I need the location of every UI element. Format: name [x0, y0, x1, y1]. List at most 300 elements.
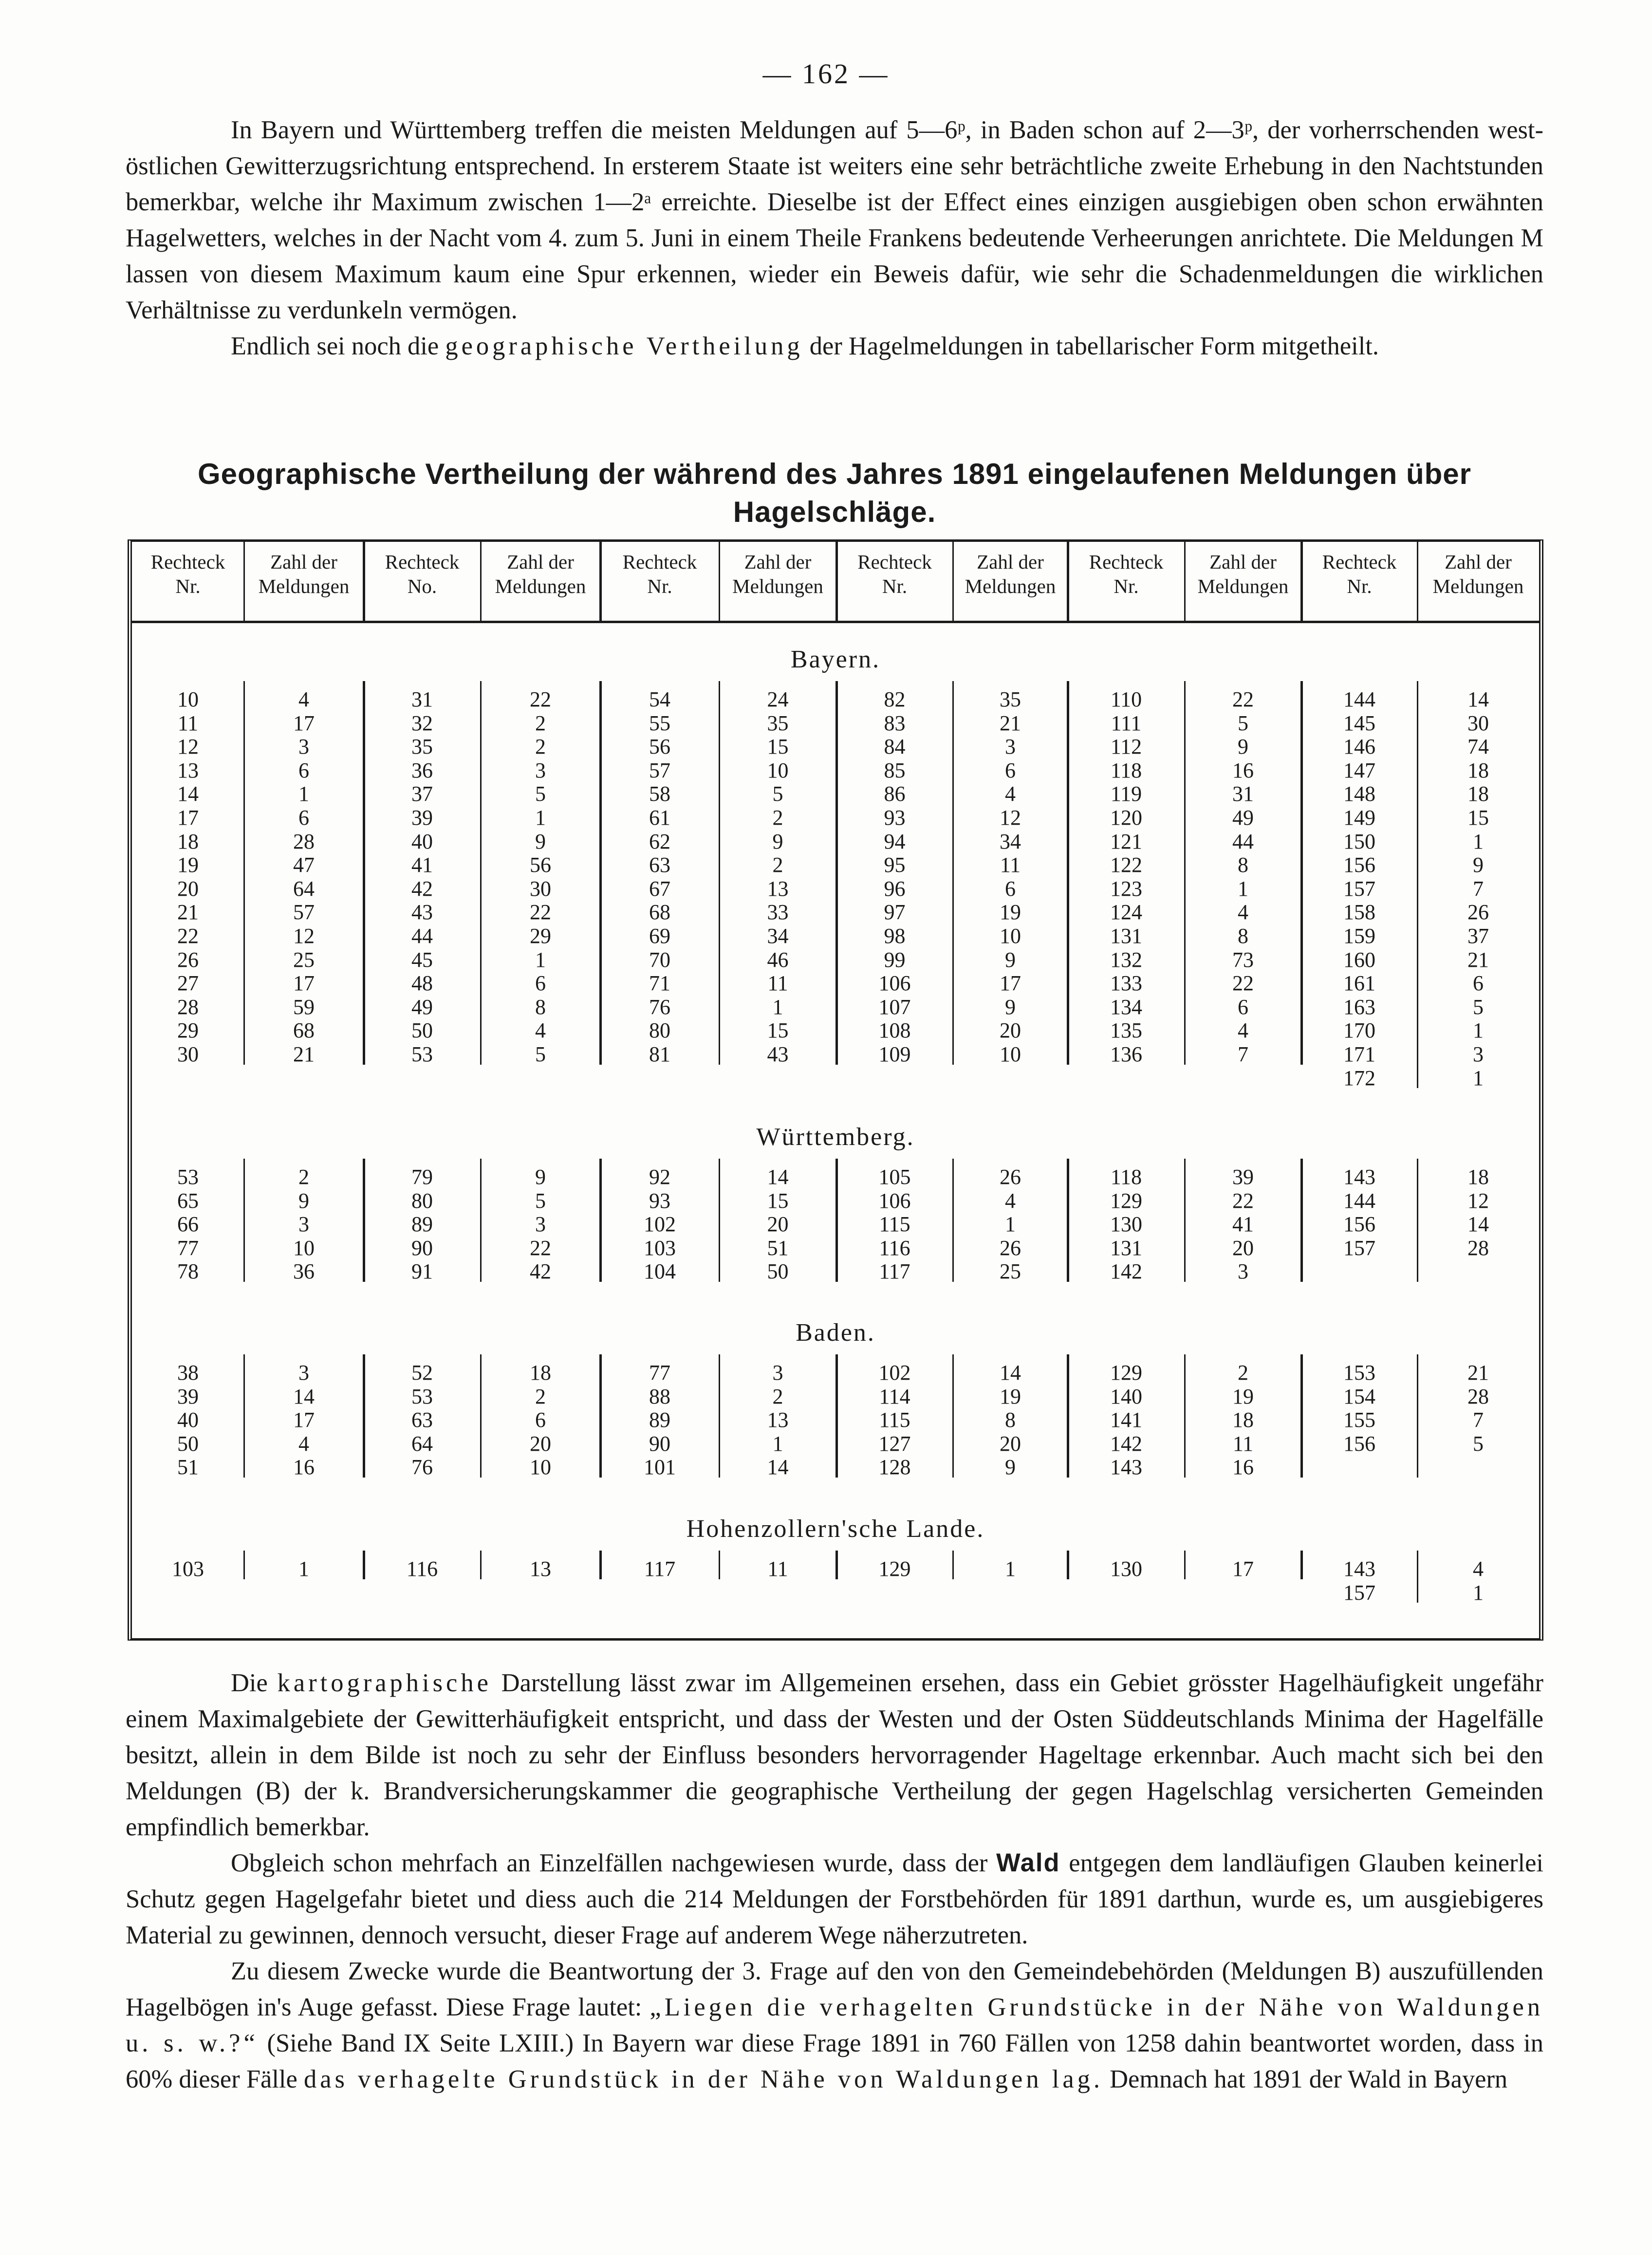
report-count-cell: 8	[1238, 853, 1248, 877]
intro-p2-text-c: der Hagelmeldungen in tabellarischer Form mitgetheilt.	[809, 332, 1379, 360]
report-count-cell: 34	[1000, 829, 1021, 853]
column-header-line-1: Rechteck	[1089, 551, 1164, 573]
column-header-line-1: Zahl der	[1445, 551, 1512, 573]
report-count-cell: 17	[293, 1408, 315, 1432]
header-column-divider	[1067, 542, 1069, 621]
report-count-cell: 2	[535, 735, 546, 759]
rechteck-number-cell: 146	[1343, 735, 1375, 759]
rechteck-number-cell: 130	[1110, 1212, 1142, 1237]
report-count-cell: 17	[293, 711, 315, 735]
report-count-cell: 18	[1232, 1408, 1254, 1432]
report-count-cell: 15	[1467, 806, 1489, 830]
report-count-cell: 39	[1232, 1165, 1254, 1189]
report-count-cell: 22	[530, 1236, 551, 1260]
report-count-cell: 1	[1005, 1557, 1016, 1581]
report-count-cell: 11	[1232, 1431, 1254, 1456]
report-count-cell: 22	[1232, 687, 1254, 711]
column-header-1	[132, 550, 244, 598]
rechteck-number-cell: 14	[177, 782, 199, 806]
body-column-divider	[363, 681, 365, 1065]
rechteck-number-cell: 144	[1343, 1188, 1375, 1213]
report-count-cell: 1	[1005, 1212, 1016, 1237]
report-count-cell: 9	[298, 1188, 309, 1213]
rechteck-number-cell: 40	[411, 829, 433, 853]
report-count-cell: 4	[1238, 1018, 1248, 1043]
report-count-cell: 15	[767, 735, 789, 759]
body-column-divider	[952, 1354, 954, 1478]
outro-p1-emphasis: kartographische	[277, 1669, 492, 1697]
body-column-divider	[243, 681, 245, 1065]
rechteck-number-cell: 115	[879, 1212, 910, 1237]
rechteck-number-cell: 57	[649, 758, 670, 782]
rechteck-number-cell: 77	[177, 1236, 199, 1260]
body-column-divider	[835, 1551, 838, 1579]
report-count-cell: 4	[535, 1018, 546, 1043]
column-header-line-2: Nr.	[1347, 575, 1372, 597]
report-count-cell: 4	[298, 1431, 309, 1456]
column-header-6	[719, 550, 836, 598]
rechteck-number-cell: 61	[649, 806, 670, 830]
body-column-divider	[1067, 1159, 1069, 1282]
report-count-cell: 46	[767, 947, 789, 972]
rechteck-number-cell: 129	[1110, 1188, 1142, 1213]
report-count-cell: 1	[1473, 829, 1484, 853]
rechteck-number-cell: 18	[177, 829, 199, 853]
column-header-line-2: Nr.	[647, 575, 672, 597]
rechteck-number-cell: 54	[649, 687, 670, 711]
report-count-cell: 6	[298, 758, 309, 782]
report-count-cell: 9	[1238, 735, 1248, 759]
rechteck-number-cell: 171	[1343, 1042, 1375, 1066]
report-count-cell: 64	[293, 876, 315, 901]
rechteck-number-cell: 19	[177, 853, 199, 877]
report-count-cell: 5	[1238, 711, 1248, 735]
rechteck-number-cell: 172	[1343, 1066, 1375, 1090]
report-count-cell: 3	[298, 735, 309, 759]
body-column-divider	[835, 1159, 838, 1282]
column-header-line-2: Meldungen	[258, 575, 350, 597]
rechteck-number-cell: 122	[1110, 853, 1142, 877]
report-count-cell: 68	[293, 1018, 315, 1043]
rechteck-number-cell: 150	[1343, 829, 1375, 853]
report-count-cell: 14	[1467, 687, 1489, 711]
report-count-cell: 6	[1005, 876, 1016, 901]
rechteck-number-cell: 39	[177, 1384, 199, 1408]
group-title: Hohenzollern'sche Lande.	[686, 1515, 985, 1543]
column-header-line-2: Nr.	[1114, 575, 1139, 597]
rechteck-number-cell: 38	[177, 1361, 199, 1385]
report-count-cell: 20	[767, 1212, 789, 1237]
column-header-line-1: Zahl der	[744, 551, 812, 573]
rechteck-number-cell: 55	[649, 711, 670, 735]
rechteck-number-cell: 145	[1343, 711, 1375, 735]
report-count-cell: 14	[293, 1384, 315, 1408]
rechteck-number-cell: 102	[878, 1361, 911, 1385]
rechteck-number-cell: 85	[884, 758, 906, 782]
report-count-cell: 74	[1467, 735, 1489, 759]
column-header-line-1: Rechteck	[150, 551, 225, 573]
body-column-divider	[1417, 1354, 1418, 1478]
rechteck-number-cell: 96	[884, 876, 906, 901]
report-count-cell: 17	[1232, 1557, 1254, 1581]
rechteck-number-cell: 114	[879, 1384, 910, 1408]
report-count-cell: 21	[293, 1042, 315, 1066]
rechteck-number-cell: 148	[1343, 782, 1375, 806]
rechteck-number-cell: 67	[649, 876, 670, 901]
report-count-cell: 18	[1467, 1165, 1489, 1189]
column-header-12	[1417, 550, 1539, 598]
rechteck-number-cell: 124	[1110, 900, 1142, 924]
rechteck-number-cell: 159	[1343, 924, 1375, 948]
rechteck-number-cell: 163	[1343, 995, 1375, 1019]
report-count-cell: 73	[1232, 947, 1254, 972]
rechteck-number-cell: 42	[411, 876, 433, 901]
rechteck-number-cell: 93	[649, 1188, 670, 1213]
body-column-divider	[480, 1159, 482, 1282]
rechteck-number-cell: 53	[411, 1042, 433, 1066]
column-header-line-2: No.	[407, 575, 437, 597]
rechteck-number-cell: 50	[177, 1431, 199, 1456]
report-count-cell: 20	[1232, 1236, 1254, 1260]
rechteck-number-cell: 90	[411, 1236, 433, 1260]
body-column-divider	[1417, 681, 1418, 1088]
report-count-cell: 26	[1000, 1236, 1021, 1260]
report-count-cell: 24	[767, 687, 789, 711]
body-column-divider	[243, 1354, 245, 1478]
report-count-cell: 9	[1005, 1455, 1016, 1479]
header-column-divider	[835, 542, 838, 621]
rechteck-number-cell: 130	[1110, 1557, 1142, 1581]
report-count-cell: 16	[1232, 758, 1254, 782]
body-column-divider	[719, 1354, 720, 1478]
report-count-cell: 10	[530, 1455, 551, 1479]
header-column-divider	[480, 542, 482, 621]
rechteck-number-cell: 92	[649, 1165, 670, 1189]
report-count-cell: 19	[1000, 900, 1021, 924]
report-count-cell: 22	[530, 687, 551, 711]
report-count-cell: 3	[1005, 735, 1016, 759]
body-column-divider	[835, 681, 838, 1065]
rechteck-number-cell: 80	[411, 1188, 433, 1213]
rechteck-number-cell: 153	[1343, 1361, 1375, 1385]
rechteck-number-cell: 79	[411, 1165, 433, 1189]
report-count-cell: 17	[293, 971, 315, 996]
rechteck-number-cell: 70	[649, 947, 670, 972]
report-count-cell: 19	[1232, 1384, 1254, 1408]
report-count-cell: 4	[1238, 900, 1248, 924]
report-count-cell: 20	[1000, 1018, 1021, 1043]
report-count-cell: 31	[1232, 782, 1254, 806]
rechteck-number-cell: 115	[879, 1408, 910, 1432]
rechteck-number-cell: 108	[878, 1018, 911, 1043]
report-count-cell: 10	[293, 1236, 315, 1260]
rechteck-number-cell: 120	[1110, 806, 1142, 830]
report-count-cell: 56	[530, 853, 551, 877]
report-count-cell: 33	[767, 900, 789, 924]
report-count-cell: 12	[1000, 806, 1021, 830]
rechteck-number-cell: 155	[1343, 1408, 1375, 1432]
outro-paragraph-2	[126, 1845, 1543, 1953]
report-count-cell: 12	[1467, 1188, 1489, 1213]
report-count-cell: 1	[298, 1557, 309, 1581]
report-count-cell: 7	[1473, 876, 1484, 901]
report-count-cell: 1	[1238, 876, 1248, 901]
rechteck-number-cell: 105	[878, 1165, 911, 1189]
report-count-cell: 5	[535, 782, 546, 806]
rechteck-number-cell: 103	[644, 1236, 676, 1260]
report-count-cell: 20	[1000, 1431, 1021, 1456]
rechteck-number-cell: 156	[1343, 1431, 1375, 1456]
rechteck-number-cell: 37	[411, 782, 433, 806]
report-count-cell: 28	[293, 829, 315, 853]
rechteck-number-cell: 89	[411, 1212, 433, 1237]
report-count-cell: 59	[293, 995, 315, 1019]
report-count-cell: 26	[1000, 1165, 1021, 1189]
report-count-cell: 13	[767, 876, 789, 901]
rechteck-number-cell: 158	[1343, 900, 1375, 924]
rechteck-number-cell: 11	[177, 711, 199, 735]
outro-p3-emphasis: das verhagelte Grundstück in der Nähe von Waldungen lag.	[303, 2065, 1103, 2093]
report-count-cell: 25	[1000, 1259, 1021, 1284]
outro-paragraph-1	[126, 1665, 1543, 1845]
report-count-cell: 5	[535, 1042, 546, 1066]
column-header-line-1: Zahl der	[977, 551, 1044, 573]
report-count-cell: 21	[1467, 947, 1489, 972]
rechteck-number-cell: 56	[649, 735, 670, 759]
body-column-divider	[952, 681, 954, 1065]
rechteck-number-cell: 143	[1343, 1165, 1375, 1189]
rechteck-number-cell: 104	[644, 1259, 676, 1284]
header-column-divider	[363, 542, 365, 621]
rechteck-number-cell: 76	[649, 995, 670, 1019]
rechteck-number-cell: 53	[411, 1384, 433, 1408]
report-count-cell: 9	[535, 1165, 546, 1189]
body-column-divider	[835, 1354, 838, 1478]
rechteck-number-cell: 41	[411, 853, 433, 877]
outro-p3-quote: „Liegen die verhagelten Grundstücke in der Nähe von Waldungen u. s. w.?“	[126, 1993, 1544, 2057]
outro-p2-emphasis: Wald	[996, 1848, 1060, 1877]
rechteck-number-cell: 106	[878, 1188, 911, 1213]
body-column-divider	[1067, 1551, 1069, 1579]
rechteck-number-cell: 142	[1110, 1431, 1142, 1456]
body-column-divider	[719, 1159, 720, 1282]
report-count-cell: 8	[535, 995, 546, 1019]
report-count-cell: 15	[767, 1018, 789, 1043]
report-count-cell: 1	[535, 947, 546, 972]
report-count-cell: 1	[1473, 1066, 1484, 1090]
report-count-cell: 2	[772, 806, 783, 830]
rechteck-number-cell: 149	[1343, 806, 1375, 830]
rechteck-number-cell: 40	[177, 1408, 199, 1432]
report-count-cell: 28	[1467, 1384, 1489, 1408]
report-count-cell: 9	[1005, 947, 1016, 972]
rechteck-number-cell: 31	[411, 687, 433, 711]
body-column-divider	[480, 1551, 482, 1579]
rechteck-number-cell: 129	[878, 1557, 911, 1581]
report-count-cell: 44	[1232, 829, 1254, 853]
report-count-cell: 11	[767, 971, 788, 996]
body-column-divider	[243, 1159, 245, 1282]
rechteck-number-cell: 103	[172, 1557, 204, 1581]
report-count-cell: 19	[1000, 1384, 1021, 1408]
body-column-divider	[952, 1551, 954, 1579]
rechteck-number-cell: 12	[177, 735, 199, 759]
report-count-cell: 9	[772, 829, 783, 853]
rechteck-number-cell: 117	[879, 1259, 910, 1284]
rechteck-number-cell: 52	[411, 1361, 433, 1385]
rechteck-number-cell: 50	[411, 1018, 433, 1043]
report-count-cell: 7	[1473, 1408, 1484, 1432]
report-count-cell: 17	[1000, 971, 1021, 996]
rechteck-number-cell: 28	[177, 995, 199, 1019]
rechteck-number-cell: 68	[649, 900, 670, 924]
rechteck-number-cell: 106	[878, 971, 911, 996]
outro-paragraph-3	[126, 1953, 1543, 2097]
column-header-line-2: Meldungen	[1432, 575, 1524, 597]
body-column-divider	[243, 1551, 245, 1579]
report-count-cell: 28	[1467, 1236, 1489, 1260]
report-count-cell: 2	[535, 711, 546, 735]
rechteck-number-cell: 82	[884, 687, 906, 711]
rechteck-number-cell: 36	[411, 758, 433, 782]
column-header-line-1: Zahl der	[507, 551, 574, 573]
rechteck-number-cell: 160	[1343, 947, 1375, 972]
report-count-cell: 49	[1232, 806, 1254, 830]
report-count-cell: 6	[298, 806, 309, 830]
report-count-cell: 5	[772, 782, 783, 806]
body-column-divider	[1300, 1159, 1303, 1282]
rechteck-number-cell: 170	[1343, 1018, 1375, 1043]
column-header-line-1: Zahl der	[270, 551, 337, 573]
header-column-divider	[599, 542, 602, 621]
rechteck-number-cell: 66	[177, 1212, 199, 1237]
report-count-cell: 4	[1473, 1557, 1484, 1581]
body-column-divider	[363, 1551, 365, 1579]
rechteck-number-cell: 65	[177, 1188, 199, 1213]
report-count-cell: 5	[1473, 995, 1484, 1019]
report-count-cell: 1	[535, 806, 546, 830]
rechteck-number-cell: 30	[177, 1042, 199, 1066]
body-column-divider	[480, 1354, 482, 1478]
body-column-divider	[1417, 1159, 1418, 1282]
rechteck-number-cell: 81	[649, 1042, 670, 1066]
rechteck-number-cell: 116	[879, 1236, 910, 1260]
report-count-cell: 20	[530, 1431, 551, 1456]
report-count-cell: 35	[1000, 687, 1021, 711]
report-count-cell: 51	[767, 1236, 789, 1260]
report-count-cell: 29	[530, 924, 551, 948]
report-count-cell: 25	[293, 947, 315, 972]
rechteck-number-cell: 13	[177, 758, 199, 782]
page-number: — 162 —	[762, 58, 890, 90]
outro-p1-text-a: Die	[231, 1669, 268, 1697]
rechteck-number-cell: 29	[177, 1018, 199, 1043]
report-count-cell: 3	[772, 1361, 783, 1385]
rechteck-number-cell: 77	[649, 1361, 670, 1385]
rechteck-number-cell: 107	[878, 995, 911, 1019]
report-count-cell: 11	[1000, 853, 1021, 877]
report-count-cell: 43	[767, 1042, 789, 1066]
rechteck-number-cell: 141	[1110, 1408, 1142, 1432]
column-header-8	[953, 550, 1068, 598]
report-count-cell: 7	[1238, 1042, 1248, 1066]
rechteck-number-cell: 133	[1110, 971, 1142, 996]
body-column-divider	[1300, 681, 1303, 1065]
report-count-cell: 5	[535, 1188, 546, 1213]
intro-paragraph-1: In Bayern und Württemberg treffen die meisten Meldungen auf 5—6ᵖ, in Baden schon auf 2—3ᵖ, der vorherrschenden west-östlichen Gewitterzugsrichtung entsprechend. In ersterem Staate ist weiters eine sehr beträchtliche zweite Erhebung in den Nachtstunden bemerkbar, welche ihr Maximum zwischen 1—2ᵃ erreichte. Dieselbe ist der Effect eines einzigen ausgiebigen oben schon erwähnten Hagelwetters, welches in der Nacht vom 4. zum 5. Juni in einem Theile Frankens bedeutende Verheerungen anrichtete. Die Meldungen M lassen von diesem Maximum kaum eine Spur erkennen, wieder ein Beweis dafür, wie sehr die Schadenmeldungen die wirklichen Verhältnisse zu verdunkeln vermögen.	[126, 116, 1543, 324]
report-count-cell: 12	[293, 924, 315, 948]
rechteck-number-cell: 135	[1110, 1018, 1142, 1043]
report-count-cell: 57	[293, 900, 315, 924]
report-count-cell: 47	[293, 853, 315, 877]
report-count-cell: 1	[1473, 1018, 1484, 1043]
rechteck-number-cell: 58	[649, 782, 670, 806]
rechteck-number-cell: 143	[1343, 1557, 1375, 1581]
outro-p1-text-c: Darstellung lässt zwar im Allgemeinen ersehen, dass ein Gebiet grösster Hagelhäufigkeit ungefähr einem Maximalgebiete der Gewitterhäufigkeit entspricht, und dass der Westen und der Osten Süddeutschlands Minima der Hagelfälle besitzt, allein in dem Bilde ist noch zu sehr der Einfluss besonders hervorragender Hageltage erkennbar. Auch macht sich bei den Meldungen (B) der k. Brandversicherungskammer die geographische Vertheilung der gegen Hagelschlag versicherten Gemeinden empfindlich bemerkbar.	[126, 1669, 1544, 1841]
rechteck-number-cell: 156	[1343, 1212, 1375, 1237]
table-header	[132, 542, 1539, 623]
report-count-cell: 3	[1238, 1259, 1248, 1284]
column-header-line-1: Rechteck	[857, 551, 932, 573]
report-count-cell: 14	[767, 1165, 789, 1189]
rechteck-number-cell: 32	[411, 711, 433, 735]
intro-p2-emphasis: geographische Vertheilung	[445, 332, 803, 360]
body-column-divider	[1067, 681, 1069, 1065]
header-column-divider	[1300, 542, 1303, 621]
rechteck-number-cell: 17	[177, 806, 199, 830]
report-count-cell: 10	[1000, 1042, 1021, 1066]
header-column-divider	[1417, 542, 1418, 621]
rechteck-number-cell: 95	[884, 853, 906, 877]
report-count-cell: 10	[767, 758, 789, 782]
rechteck-number-cell: 63	[649, 853, 670, 877]
column-header-4	[481, 550, 600, 598]
intro-paragraph-2	[126, 328, 1543, 364]
body-column-divider	[599, 681, 602, 1065]
report-count-cell: 6	[1238, 995, 1248, 1019]
rechteck-number-cell: 90	[649, 1431, 670, 1456]
rechteck-number-cell: 143	[1110, 1455, 1142, 1479]
column-header-3	[364, 550, 481, 598]
outro-p3-text-c: (Siehe Band IX Seite LXIII.) In Bayern war diese Frage 1891 in 760 Fällen von 1258 dahin beantwortet worden, dass in 60% dieser Fälle	[126, 2029, 1543, 2093]
rechteck-number-cell: 144	[1343, 687, 1375, 711]
rechteck-number-cell: 49	[411, 995, 433, 1019]
rechteck-number-cell: 51	[177, 1455, 199, 1479]
rechteck-number-cell: 76	[411, 1455, 433, 1479]
rechteck-number-cell: 44	[411, 924, 433, 948]
rechteck-number-cell: 43	[411, 900, 433, 924]
rechteck-number-cell: 22	[177, 924, 199, 948]
report-count-cell: 6	[535, 1408, 546, 1432]
rechteck-number-cell: 62	[649, 829, 670, 853]
body-column-divider	[599, 1159, 602, 1282]
report-count-cell: 9	[1473, 853, 1484, 877]
report-count-cell: 4	[1005, 1188, 1016, 1213]
report-count-cell: 3	[535, 758, 546, 782]
intro-p2-text-a: Endlich sei noch die	[231, 332, 439, 360]
report-count-cell: 8	[1238, 924, 1248, 948]
rechteck-number-cell: 71	[649, 971, 670, 996]
report-count-cell: 14	[1000, 1361, 1021, 1385]
body-column-divider	[1300, 1354, 1303, 1478]
column-header-line-2: Meldungen	[1197, 575, 1289, 597]
report-count-cell: 21	[1000, 711, 1021, 735]
body-column-divider	[1184, 1551, 1186, 1579]
rechteck-number-cell: 63	[411, 1408, 433, 1432]
rechteck-number-cell: 118	[1110, 758, 1142, 782]
rechteck-number-cell: 157	[1343, 1580, 1375, 1605]
group-title: Württemberg.	[756, 1123, 915, 1151]
